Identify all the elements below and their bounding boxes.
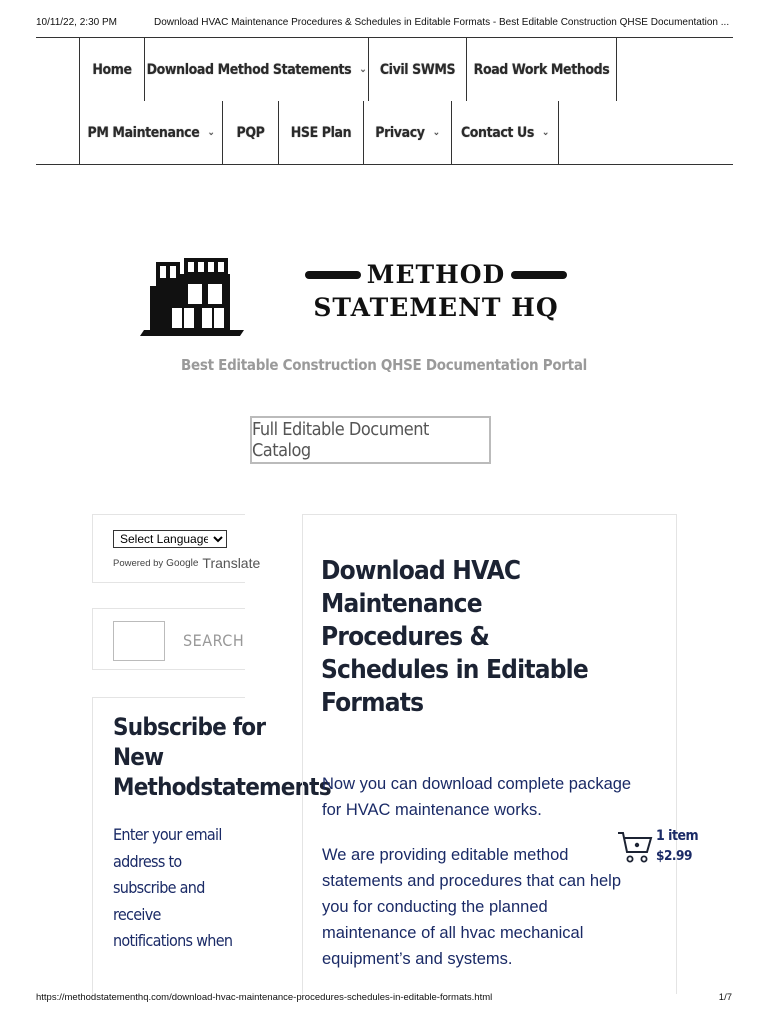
- language-select[interactable]: [113, 530, 227, 548]
- logo-bar-left: [305, 271, 361, 279]
- nav-label: Home: [92, 61, 132, 78]
- print-url: https://methodstatementhq.com/download-hvac-maintenance-procedures-schedules-in-editable-formats.html: [36, 992, 493, 1003]
- print-header: [36, 17, 732, 31]
- nav-item-road-work-methods[interactable]: [466, 38, 617, 101]
- subscribe-description: Enter your email address to subscribe and receive notifications when: [113, 825, 233, 950]
- nav-item-contact-us[interactable]: [451, 101, 559, 164]
- chevron-down-icon: ⌄: [432, 127, 440, 138]
- translate-link[interactable]: Translate: [202, 555, 261, 571]
- subscribe-widget: [92, 697, 331, 997]
- google-logo: Google: [166, 557, 199, 569]
- nav-label: Contact Us: [460, 124, 534, 141]
- powered-by-google: [113, 555, 260, 571]
- nav-label: Civil SWMS: [379, 61, 456, 78]
- building-icon: [136, 252, 246, 338]
- chevron-down-icon: ⌄: [207, 127, 215, 138]
- article-paragraph: We are providing editable method statements and procedures that can help you for conducting the planned maintenance of all hvac mechanical equipment’s and systems.: [322, 846, 622, 968]
- nav-label: Download Method Statements: [146, 61, 352, 78]
- logo-line2: STATEMENT HQ: [313, 293, 559, 322]
- nav-item-privacy[interactable]: [363, 101, 451, 164]
- logo-bar-right: [511, 271, 567, 279]
- nav-label: Road Work Methods: [473, 61, 610, 78]
- nav-item-home[interactable]: [79, 38, 144, 101]
- nav-label: PM Maintenance: [87, 124, 200, 141]
- chevron-down-icon: ⌄: [541, 127, 550, 138]
- subscribe-title: Subscribe for New Methodstatements: [113, 713, 331, 801]
- nav-item-pqp[interactable]: [222, 101, 278, 164]
- logo-line1: METHOD: [366, 260, 506, 289]
- nav-item-pm-maintenance[interactable]: [79, 101, 222, 164]
- search-widget: [92, 608, 245, 670]
- cart-item-count: 1 item: [656, 828, 699, 844]
- nav-item-download-method-statements[interactable]: [144, 38, 368, 101]
- full-catalog-button[interactable]: Full Editable Document Catalog: [250, 416, 491, 464]
- logo-text: [296, 260, 576, 322]
- chevron-down-icon: ⌄: [359, 64, 367, 75]
- nav-label: Privacy: [375, 124, 425, 141]
- print-page-number: 1/7: [718, 992, 732, 1003]
- article-card: [302, 514, 677, 994]
- site-tagline: Best Editable Construction QHSE Documentation Portal: [181, 356, 587, 374]
- print-page-title: Download HVAC Maintenance Procedures & Schedules in Editable Formats - Best Editable Construction QHSE Documentation ...: [154, 17, 730, 28]
- cart-widget[interactable]: [617, 828, 697, 868]
- nav-item-hse-plan[interactable]: [278, 101, 363, 164]
- article-paragraph: Now you can download complete package for HVAC maintenance works.: [322, 775, 632, 819]
- article-title: Download HVAC Maintenance Procedures & Schedules in Editable Formats: [321, 556, 588, 718]
- search-button[interactable]: SEARCH: [183, 631, 245, 650]
- nav-bottom-border: [36, 164, 733, 165]
- translate-widget: [92, 514, 261, 583]
- nav-label: PQP: [236, 124, 265, 141]
- powered-by-label: Powered by: [113, 557, 164, 569]
- site-logo[interactable]: [136, 252, 576, 338]
- search-input[interactable]: [113, 621, 165, 661]
- cart-total: $2.99: [656, 848, 692, 864]
- nav-item-civil-swms[interactable]: [368, 38, 466, 101]
- print-timestamp: 10/11/22, 2:30 PM: [36, 17, 117, 28]
- nav-label: HSE Plan: [290, 124, 352, 141]
- print-footer: [36, 992, 732, 1006]
- shopping-cart-icon: [617, 830, 653, 864]
